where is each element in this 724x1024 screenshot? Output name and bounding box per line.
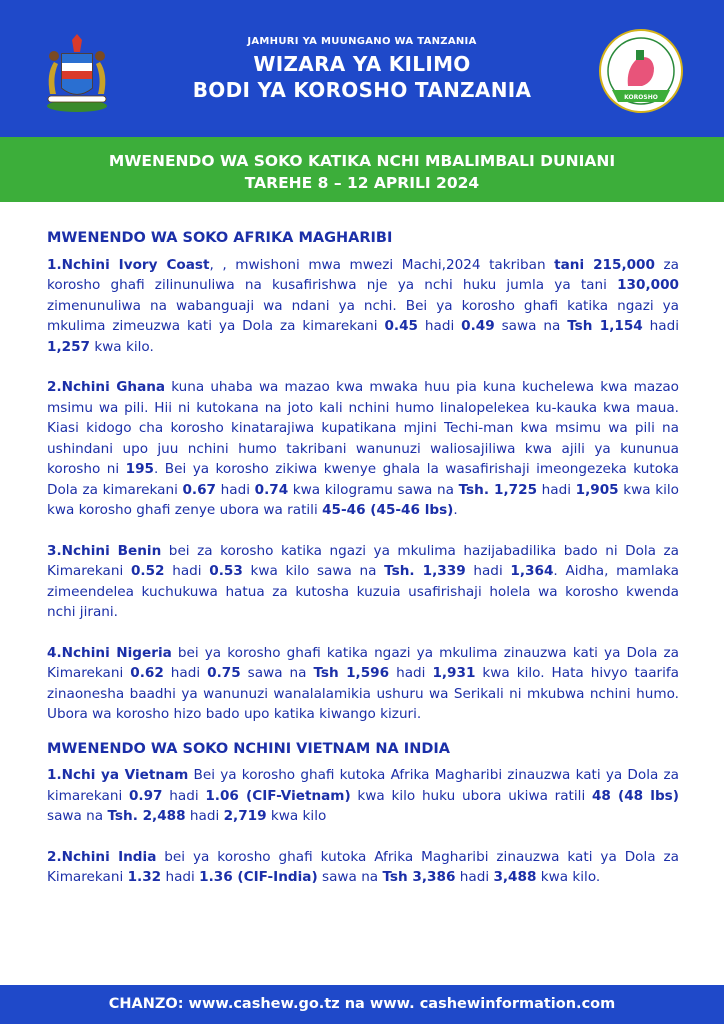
highlighted-value: Tsh. 1,339: [384, 563, 466, 579]
banner-dates: TAREHE 8 – 12 APRILI 2024: [244, 174, 480, 192]
banner-title: MWENENDO WA SOKO KATIKA NCHI MBALIMBALI DUNIANI: [108, 152, 616, 170]
highlighted-value: 1.Nchi ya Vietnam: [47, 767, 189, 783]
highlighted-value: 1.06 (CIF-Vietnam): [205, 787, 351, 804]
highlighted-value: 0.49: [461, 318, 495, 334]
highlighted-value: 1,905: [575, 481, 619, 498]
highlighted-value: 0.75: [207, 665, 241, 681]
section-title: MWENENDO WA SOKO AFRIKA MAGHARIBI: [47, 230, 393, 246]
cashewnut-board-logo-icon: [598, 28, 684, 114]
highlighted-value: 0.97: [128, 787, 163, 804]
market-paragraph: [47, 255, 679, 358]
highlighted-value: Tsh. 1,725: [458, 481, 538, 498]
source-footer: CHANZO: www.cashew.go.tz na www. cashewinformation.com: [0, 985, 724, 1024]
highlighted-value: 130,000: [617, 277, 679, 293]
paragraph-text: hadi: [164, 563, 210, 579]
highlighted-value: 3,488: [493, 869, 537, 885]
highlighted-value: 0.74: [254, 481, 289, 498]
title-banner: [0, 137, 724, 202]
paragraph-text: sawa na: [494, 318, 568, 334]
ministry-name: WIZARA YA KILIMO: [253, 52, 471, 76]
market-paragraph: [47, 643, 679, 725]
header-bar: [0, 0, 724, 137]
highlighted-value: 1.Nchini Ivory Coast: [47, 256, 210, 273]
paragraph-text: kwa kilo: [266, 808, 327, 824]
highlighted-value: 48 (48 lbs): [591, 787, 679, 804]
paragraph-text: kuna uhaba wa mazao kwa mwaka huu pia kuna kuchelewa kwa mazao msimu wa pili. Hii ni kutokana na joto kali nchini humo linalopelekea ku-kauka kwa maua. Kiasi kidogo cha korosho kinatarajiwa kupatikana mjini Techi-man kwa msimu wa pili na ushindani upo juu nchini humo takribani wanunuzi waliosajiliwa kwa ajili ya kununua korosho ni: [47, 379, 679, 477]
paragraph-text: . Bei ya korosho zikiwa kwenye ghala la wasafirishaji imeongezeka kutoka Dola za kimarekani: [47, 461, 679, 498]
paragraph-text: kwa kilo kwa korosho ghafi zenye ubora wa ratili: [47, 481, 679, 518]
paragraph-text: hadi: [163, 665, 208, 681]
paragraph-text: bei za korosho katika ngazi ya mkulima hazijabadilika bado ni Dola za Kimarekani: [47, 542, 680, 579]
highlighted-value: 1,257: [47, 338, 90, 355]
paragraph-text: sawa na: [317, 869, 383, 885]
highlighted-value: 2,719: [223, 808, 267, 824]
paragraph-text: kwa kilo sawa na: [242, 563, 385, 579]
paragraph-text: . Aidha, mamlaka zimeendelea kuchukuwa hatua za kutosha kuzuia usafirishaji holela wa korosho kwenda nchi jirani.: [47, 563, 679, 620]
highlighted-value: 0.45: [384, 318, 418, 334]
market-paragraph: [47, 541, 679, 623]
highlighted-value: 0.62: [130, 665, 164, 681]
paragraph-text: hadi: [161, 869, 200, 885]
paragraph-text: kwa kilo huku ubora ukiwa ratili: [350, 787, 592, 804]
board-logo-ribbon-text: KOROSHO: [624, 94, 658, 101]
paragraph-text: .: [453, 502, 458, 518]
board-name: BODI YA KOROSHO TANZANIA: [192, 78, 532, 102]
paragraph-text: kwa kilogramu sawa na: [288, 481, 459, 498]
market-paragraph: [47, 765, 679, 827]
market-paragraph: [47, 377, 679, 521]
highlighted-value: 195: [125, 461, 155, 477]
paragraph-text: hadi: [216, 481, 255, 498]
highlighted-value: 45-46 (45-46 lbs): [322, 502, 454, 518]
paragraph-text: hadi: [185, 808, 224, 824]
highlighted-value: 1,364: [510, 563, 554, 579]
highlighted-value: 3.Nchini Benin: [47, 542, 162, 559]
paragraph-text: kwa kilo.: [536, 869, 601, 885]
report-body: [47, 228, 679, 908]
paragraph-text: kwa kilo. Hata hivyo taarifa zinaonesha baadhi ya wanunuzi wanalalamikia ushuru wa Serikali ni mkubwa nchini humo. Ubora wa korosho hizo bado upo katika kiwango kizuri.: [47, 665, 680, 722]
highlighted-value: 0.53: [209, 563, 243, 579]
paragraph-text: bei ya korosho ghafi kutoka Afrika Magharibi zinauzwa kati ya Dola za Kimarekani: [47, 848, 679, 885]
paragraph-text: sawa na: [47, 808, 108, 824]
paragraph-text: hadi: [162, 787, 206, 804]
highlighted-value: 1.32: [127, 869, 162, 885]
paragraph-text: kwa kilo.: [90, 338, 154, 355]
paragraph-text: za korosho ghafi zilinunuliwa na kusafirishwa nje ya nchi huku jumla ya tani: [47, 256, 679, 293]
highlighted-value: Tsh 3,386: [382, 869, 456, 885]
highlighted-value: Tsh. 2,488: [107, 808, 186, 824]
highlighted-value: 1.36 (CIF-India): [199, 869, 318, 885]
market-paragraph: [47, 847, 679, 888]
highlighted-value: Tsh 1,154: [567, 318, 643, 334]
section-title: MWENENDO WA SOKO NCHINI VIETNAM NA INDIA: [47, 740, 450, 757]
paragraph-text: hadi: [465, 563, 511, 579]
paragraph-text: zimenunuliwa na wabanguaji wa ndani ya nchi. Bei ya korosho ghafi katika ngazi ya mkulima zimeuzwa kati ya Dola za kimarekani: [47, 297, 679, 334]
country-name: JAMHURI YA MUUNGANO WA TANZANIA: [247, 36, 477, 47]
paragraph-text: hadi: [642, 318, 679, 334]
paragraph-text: hadi: [537, 481, 576, 498]
paragraph-text: hadi: [418, 318, 462, 334]
paragraph-text: Bei ya korosho ghafi kutoka Afrika Magharibi zinauzwa kati ya Dola za kimarekani: [47, 767, 679, 804]
paragraph-text: hadi: [389, 665, 433, 681]
highlighted-value: tani 215,000: [554, 256, 655, 273]
paragraph-text: hadi: [455, 869, 494, 885]
paragraph-text: sawa na: [240, 665, 314, 681]
highlighted-value: 1,931: [432, 665, 476, 681]
highlighted-value: 2.Nchini India: [47, 848, 157, 865]
highlighted-value: 0.67: [182, 481, 217, 498]
highlighted-value: 2.Nchini Ghana: [47, 379, 166, 395]
paragraph-text: bei ya korosho ghafi katika ngazi ya mkulima zinauzwa kati ya Dola za Kimarekani: [47, 644, 679, 681]
paragraph-text: , , mwishoni mwa mwezi Machi,2024 takriban: [209, 256, 555, 273]
highlighted-value: 4.Nchini Nigeria: [47, 644, 172, 661]
highlighted-value: 0.52: [130, 563, 165, 579]
highlighted-value: Tsh 1,596: [313, 665, 390, 681]
